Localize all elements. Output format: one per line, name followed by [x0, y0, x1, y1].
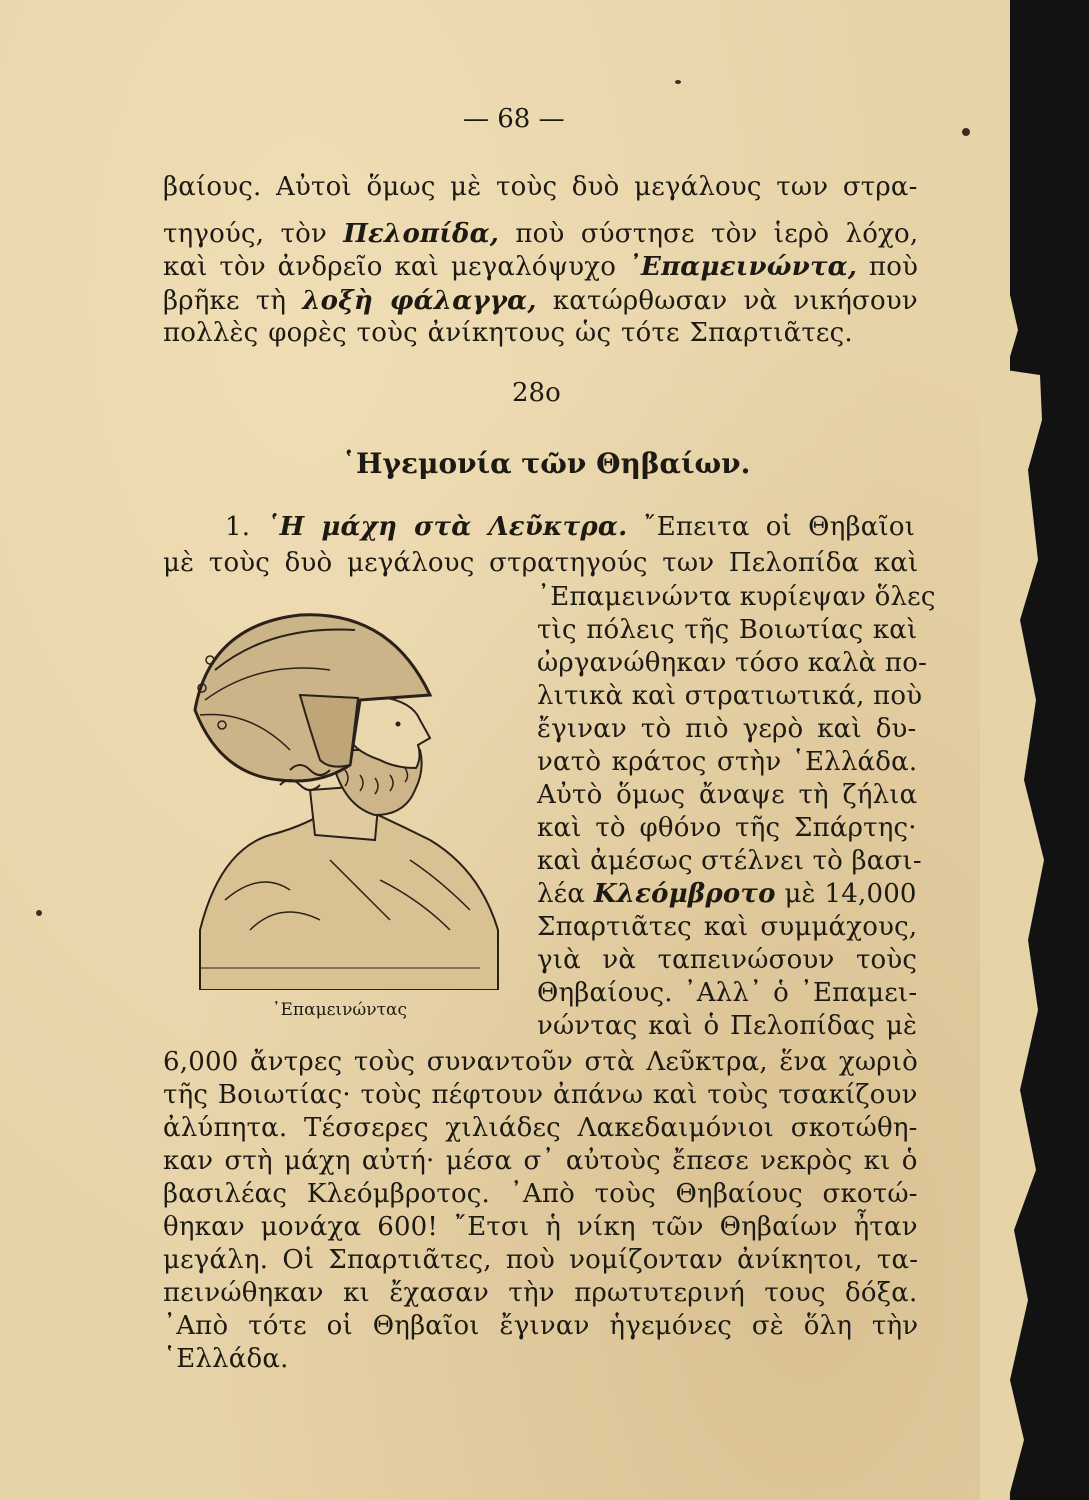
text-run: ἀλύπητα. Τέσσερες χιλιάδες Λακεδαιμόνιοι σκοτώθη-: [163, 1113, 918, 1143]
text-run: λέα: [537, 879, 594, 909]
text-run: γιὰ νὰ ταπεινώσουν τοὺς: [537, 945, 918, 975]
ink-speck: [36, 910, 42, 916]
body-line: [537, 846, 922, 876]
body-line: [163, 1245, 918, 1275]
body-line: [537, 912, 917, 942]
text-run: καὶ τὸν ἀνδρεῖο καὶ μεγαλόψυχο: [163, 252, 628, 282]
text-run: λιτικὰ καὶ στρατιωτικά, ποὺ: [537, 681, 923, 711]
text-run: τῆς Βοιωτίας· τοὺς πέφτουν ἀπάνω καὶ τοὺς τσακίζουν: [163, 1080, 918, 1110]
body-line: [537, 813, 917, 843]
body-line: [163, 1278, 918, 1308]
body-line: [163, 1344, 289, 1374]
body-line: [537, 582, 936, 612]
emphasis-text: λοξὴ φάλαγγα,: [302, 286, 537, 316]
body-line: [163, 1080, 918, 1110]
text-run: βρῆκε τὴ: [163, 286, 303, 316]
text-run: βασιλέας Κλεόμβροτος. ᾽Απὸ τοὺς Θηβαίους σκοτώ-: [163, 1179, 918, 1209]
text-run: κατώρθωσαν νὰ νικήσουν: [536, 286, 918, 316]
ink-speck: [962, 128, 970, 136]
body-line: [537, 945, 917, 975]
text-run: μὲ 14,000: [775, 879, 917, 909]
body-line: [163, 1146, 918, 1176]
text-run: ὠργανώθηκαν τόσο καλὰ πο-: [537, 648, 928, 678]
torn-page-edge: [980, 0, 1089, 1500]
text-run: ἔγιναν τὸ πιὸ γερὸ καὶ δυ-: [537, 714, 917, 744]
text-run: βαίους. Αὐτοὶ ὅμως μὲ τοὺς δυὸ μεγάλους των στρα-: [163, 172, 918, 202]
body-line: [163, 1212, 918, 1242]
text-run: Θηβαίους. ᾽Αλλ᾽ ὁ ᾽Επαμει-: [537, 978, 918, 1008]
body-line: [163, 548, 918, 578]
body-line: [163, 1047, 918, 1077]
body-line: [537, 714, 917, 744]
body-line: [537, 780, 917, 810]
text-run: καὶ ἀμέσως στέλνει τὸ βασι-: [537, 846, 922, 876]
text-run: ῾Ελλάδα.: [163, 1344, 289, 1374]
text-run: ᾽Επαμεινώντα κυρίεψαν ὅλες: [537, 582, 936, 612]
text-run: καν στὴ μάχη αὐτή· μέσα σ᾽ αὐτοὺς ἔπεσε νεκρὸς κι ὁ: [163, 1146, 918, 1176]
intro-line: [163, 286, 918, 316]
figure-caption: ᾽Επαμεινώντας: [272, 1000, 408, 1020]
text-run: νατὸ κράτος στὴν ῾Ελλάδα.: [537, 747, 918, 777]
emphasis-text: ῾Η μάχη στὰ Λεῦκτρα.: [266, 512, 628, 542]
text-run: ποὺ: [857, 252, 919, 282]
intro-line: [163, 172, 918, 202]
text-run: καὶ τὸ φθόνο τῆς Σπάρτης·: [537, 813, 917, 843]
body-line: [225, 512, 915, 542]
text-run: ῎Επειτα οἱ Θηβαῖοι: [627, 512, 916, 542]
body-line: [537, 879, 917, 909]
section-number: 28ο: [512, 378, 561, 408]
text-run: θηκαν μονάχα 600! ῎Ετσι ἡ νίκη τῶν Θηβαίων ἦταν: [163, 1212, 918, 1242]
text-run: πολλὲς φορὲς τοὺς ἀνίκητους ὡς τότε Σπαρτιᾶτες.: [163, 318, 853, 348]
body-line: [537, 648, 927, 678]
body-line: [537, 615, 917, 645]
text-run: μεγάλη. Οἱ Σπαρτιᾶτες, ποὺ νομίζονταν ἀνίκητοι, τα-: [163, 1245, 919, 1275]
body-line: [537, 978, 917, 1008]
text-run: νώντας καὶ ὁ Πελοπίδας μὲ: [537, 1011, 918, 1041]
text-run: Σπαρτιᾶτες καὶ συμμάχους,: [537, 912, 918, 942]
body-line: [537, 1011, 917, 1041]
body-line: [163, 1311, 918, 1341]
body-line: [163, 1179, 918, 1209]
text-run: ποὺ σύστησε τὸν ἱερὸ λόχο,: [499, 219, 919, 249]
body-line: [537, 681, 922, 711]
epaminondas-portrait-illustration: [180, 600, 500, 990]
ink-speck: [675, 80, 681, 84]
text-run: τηγούς, τὸν: [163, 219, 344, 249]
text-run: μὲ τοὺς δυὸ μεγάλους στρατηγούς των Πελοπίδα καὶ: [163, 548, 919, 578]
page-number: — 68 —: [463, 104, 565, 134]
body-line: [163, 1113, 918, 1143]
text-run: πεινώθηκαν κι ἔχασαν τὴν πρωτυτερινή τους δόξα.: [163, 1278, 918, 1308]
section-title: ῾Ηγεμονία τῶν Θηβαίων.: [342, 447, 751, 480]
text-run: τὶς πόλεις τῆς Βοιωτίας καὶ: [537, 615, 918, 645]
intro-line: [163, 219, 918, 249]
text-run: 6,000 ἄντρες τοὺς συναντοῦν στὰ Λεῦκτρα, ἕνα χωριὸ: [163, 1047, 919, 1077]
intro-line: [163, 318, 853, 348]
body-line: [537, 747, 917, 777]
text-run: ᾽Απὸ τότε οἱ Θηβαῖοι ἔγιναν ἡγεμόνες σὲ ὅλη τὴν: [163, 1311, 919, 1341]
emphasis-text: Κλεόμβροτο: [593, 879, 776, 909]
emphasis-text: ᾽Επαμεινώντα,: [627, 252, 858, 282]
intro-line: [163, 252, 918, 282]
text-run: Αὐτὸ ὅμως ἄναψε τὴ ζήλια: [537, 780, 918, 810]
emphasis-text: Πελοπίδα,: [343, 219, 500, 249]
text-run: 1.: [225, 512, 267, 542]
